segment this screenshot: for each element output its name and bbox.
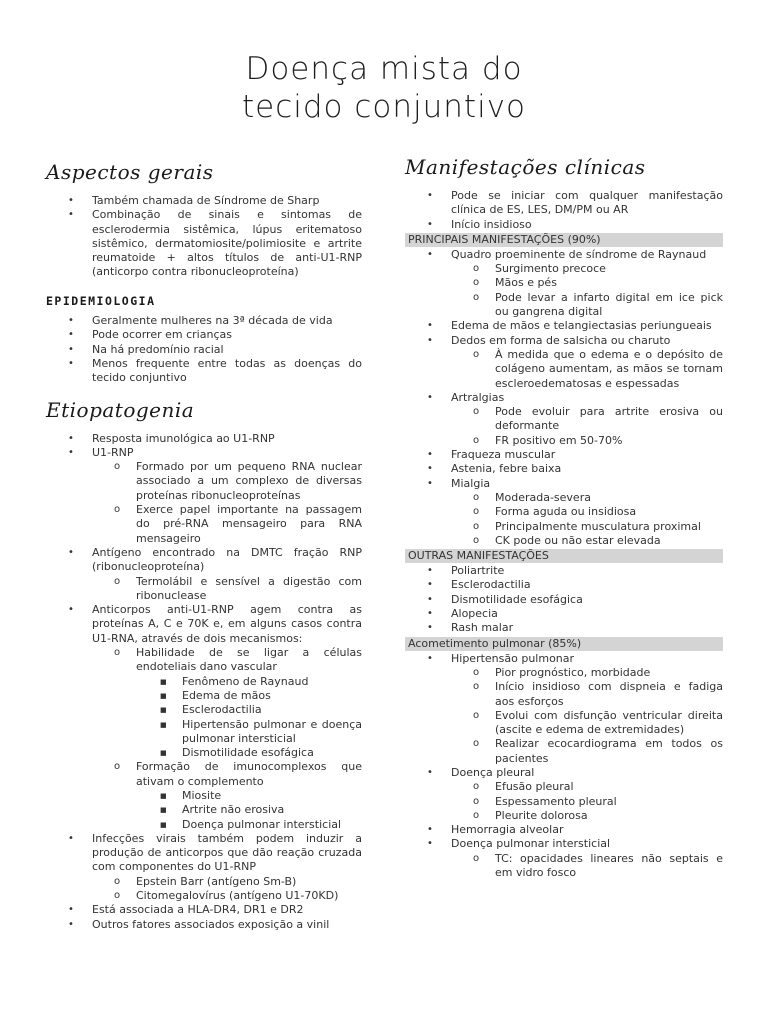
intro-list <box>405 189 723 232</box>
list-item: • Astenia, febre baixa <box>405 462 723 476</box>
item-text: Quadro proeminente de síndrome de Raynaud <box>451 247 707 261</box>
sub-item: o Pior prognóstico, morbidade <box>495 666 723 680</box>
heading-epidemiologia: EPIDEMIOLOGIA <box>46 293 156 308</box>
sub-sub-item: ■ Artrite não erosiva <box>182 803 362 817</box>
section-bar-pulmonar: Acometimento pulmonar (85%) <box>405 637 723 651</box>
section-bar-outras: OUTRAS MANIFESTAÇÕES <box>405 549 723 563</box>
sub-list <box>92 460 362 546</box>
sub-item: o Mãos e pés <box>495 276 723 290</box>
sub-item: o Epstein Barr (antígeno Sm-B) <box>136 875 362 889</box>
list-item: • Pode se iniciar com qualquer manifestação clínica de ES, LES, DM/PM ou AR <box>405 189 723 218</box>
sub-list <box>451 780 723 823</box>
list-item <box>46 446 362 546</box>
sub-item: o Formado por um pequeno RNA nuclear associado a um complexo de diversas proteínas ribonucleoproteínas <box>136 460 362 503</box>
list-item: • Esclerodactilia <box>405 578 723 592</box>
sub-sub-item: ■ Miosite <box>182 789 362 803</box>
list-item <box>405 248 723 319</box>
sub-sub-item: ■ Fenômeno de Raynaud <box>182 675 362 689</box>
sub-list <box>451 405 723 448</box>
list-item: • Outros fatores associados exposição a vinil <box>46 918 362 932</box>
sub-item: o Evolui com disfunção ventricular direita (ascite e edema de extremidades) <box>495 709 723 738</box>
sub-item: o Termolábil e sensível a digestão com ribonuclease <box>136 575 362 604</box>
epidemiologia-list <box>46 314 362 385</box>
item-text: Hipertensão pulmonar <box>451 651 575 665</box>
sub-item: o Citomegalovírus (antígeno U1-70KD) <box>136 889 362 903</box>
sub-sub-list <box>136 675 362 761</box>
list-item <box>405 766 723 823</box>
outras-list <box>405 564 723 635</box>
sub-item: o Espessamento pleural <box>495 795 723 809</box>
title-line-2: tecido conjuntivo <box>241 89 527 125</box>
sub-item: o Exerce papel importante na passagem do pré-RNA mensageiro para RNA mensageiro <box>136 503 362 546</box>
list-item: • Na há predomínio racial <box>46 343 362 357</box>
list-item: • Também chamada de Síndrome de Sharp <box>46 194 362 208</box>
item-text: Doença pulmonar intersticial <box>451 837 611 851</box>
list-item <box>405 837 723 880</box>
sub-item: o À medida que o edema e o depósito de colágeno aumentam, as mãos se tornam escleroedematosas e espessadas <box>495 348 723 391</box>
aspectos-list <box>46 194 362 280</box>
sub-list <box>92 646 362 832</box>
sub-item: o Moderada-severa <box>495 491 723 505</box>
item-text: Resposta imunológica ao U1-RNP <box>92 431 275 445</box>
item-text: Infecções virais também podem induzir a produção de anticorpos que dão reação cruzada com componentes do U1-RNP <box>92 831 362 874</box>
sub-item: o Realizar ecocardiograma em todos os pacientes <box>495 737 723 766</box>
sub-item: o TC: opacidades lineares não septais e em vidro fosco <box>495 852 723 881</box>
list-item: • Fraqueza muscular <box>405 448 723 462</box>
sub-item: o Surgimento precoce <box>495 262 723 276</box>
list-item <box>405 334 723 391</box>
principais-list <box>405 248 723 548</box>
sub-item: o Forma aguda ou insidiosa <box>495 505 723 519</box>
page-title <box>0 50 768 126</box>
sub-item <box>136 760 362 831</box>
sub-list <box>92 875 362 904</box>
item-text: Doença pleural <box>451 765 535 779</box>
sub-list <box>92 575 362 604</box>
item-text: Dedos em forma de salsicha ou charuto <box>451 333 671 347</box>
sub-list <box>451 666 723 766</box>
list-item: • Poliartrite <box>405 564 723 578</box>
sub-sub-item: ■ Hipertensão pulmonar e doença pulmonar intersticial <box>182 718 362 747</box>
etiopatogenia-list <box>46 432 362 932</box>
list-item: • Combinação de sinais e sintomas de esclerodermia sistêmica, lúpus eritematoso sistêmico, dermatomiosite/polimiosite e artrite reumatoide + altos títulos de anti-U1-RNP (anticorpo contra ribonucleoproteína) <box>46 208 362 279</box>
heading-aspectos-gerais: Aspectos gerais <box>46 160 214 184</box>
list-item: • Rash malar <box>405 621 723 635</box>
right-column <box>405 155 723 880</box>
list-item: • Alopecia <box>405 607 723 621</box>
list-item: • Geralmente mulheres na 3ª década de vida <box>46 314 362 328</box>
heading-etiopatogenia: Etiopatogenia <box>46 397 195 422</box>
sub-item <box>136 646 362 760</box>
list-item: • Dismotilidade esofágica <box>405 593 723 607</box>
item-text: Mialgia <box>451 476 491 490</box>
list-item: • Início insidioso <box>405 218 723 232</box>
sub-item: o Pode evoluir para artrite erosiva ou deformante <box>495 405 723 434</box>
list-item: • Está associada a HLA-DR4, DR1 e DR2 <box>46 903 362 917</box>
list-item: • Pode ocorrer em crianças <box>46 328 362 342</box>
list-item <box>46 832 362 903</box>
sub-sub-item: ■ Edema de mãos <box>182 689 362 703</box>
sub-list <box>451 852 723 881</box>
sub-list <box>451 262 723 319</box>
item-text: Anticorpos anti-U1-RNP agem contra as proteínas A, C e 70K e, em alguns casos contra U1-RNA, através de dois mecanismos: <box>92 603 362 645</box>
item-text: Habilidade de se ligar a células endoteliais dano vascular <box>136 646 362 674</box>
sub-item: o Pode levar a infarto digital em ice pick ou gangrena digital <box>495 291 723 320</box>
sub-item: o Início insidioso com dispneia e fadiga aos esforços <box>495 680 723 709</box>
sub-list <box>451 348 723 391</box>
list-item: • Edema de mãos e telangiectasias periungueais <box>405 319 723 333</box>
sub-sub-item: ■ Doença pulmonar intersticial <box>182 818 362 832</box>
left-column <box>46 160 362 932</box>
list-item <box>46 603 362 832</box>
title-line-1: Doença mista do <box>245 51 523 87</box>
sub-sub-item: ■ Esclerodactilia <box>182 703 362 717</box>
list-item: • Menos frequente entre todas as doenças do tecido conjuntivo <box>46 357 362 386</box>
list-item <box>46 546 362 603</box>
list-item <box>46 432 362 446</box>
item-text: Artralgias <box>451 390 505 404</box>
section-bar-principais: PRINCIPAIS MANIFESTAÇÕES (90%) <box>405 233 723 247</box>
list-item <box>405 477 723 548</box>
sub-item: o Principalmente musculatura proximal <box>495 520 723 534</box>
list-item <box>405 652 723 766</box>
sub-item: o CK pode ou não estar elevada <box>495 534 723 548</box>
list-item: • Hemorragia alveolar <box>405 823 723 837</box>
sub-sub-list <box>136 789 362 832</box>
item-text: Formação de imunocomplexos que ativam o complemento <box>136 760 362 788</box>
sub-item: o Efusão pleural <box>495 780 723 794</box>
sub-item: o Pleurite dolorosa <box>495 809 723 823</box>
item-text: U1-RNP <box>92 445 134 459</box>
sub-item: o FR positivo em 50-70% <box>495 434 723 448</box>
item-text: Antígeno encontrado na DMTC fração RNP (ribonucleoproteína) <box>92 545 362 574</box>
list-item <box>405 391 723 448</box>
sub-list <box>451 491 723 548</box>
pulmonar-list <box>405 652 723 881</box>
sub-sub-item: ■ Dismotilidade esofágica <box>182 746 362 760</box>
heading-manifestacoes: Manifestações clínicas <box>405 155 646 179</box>
